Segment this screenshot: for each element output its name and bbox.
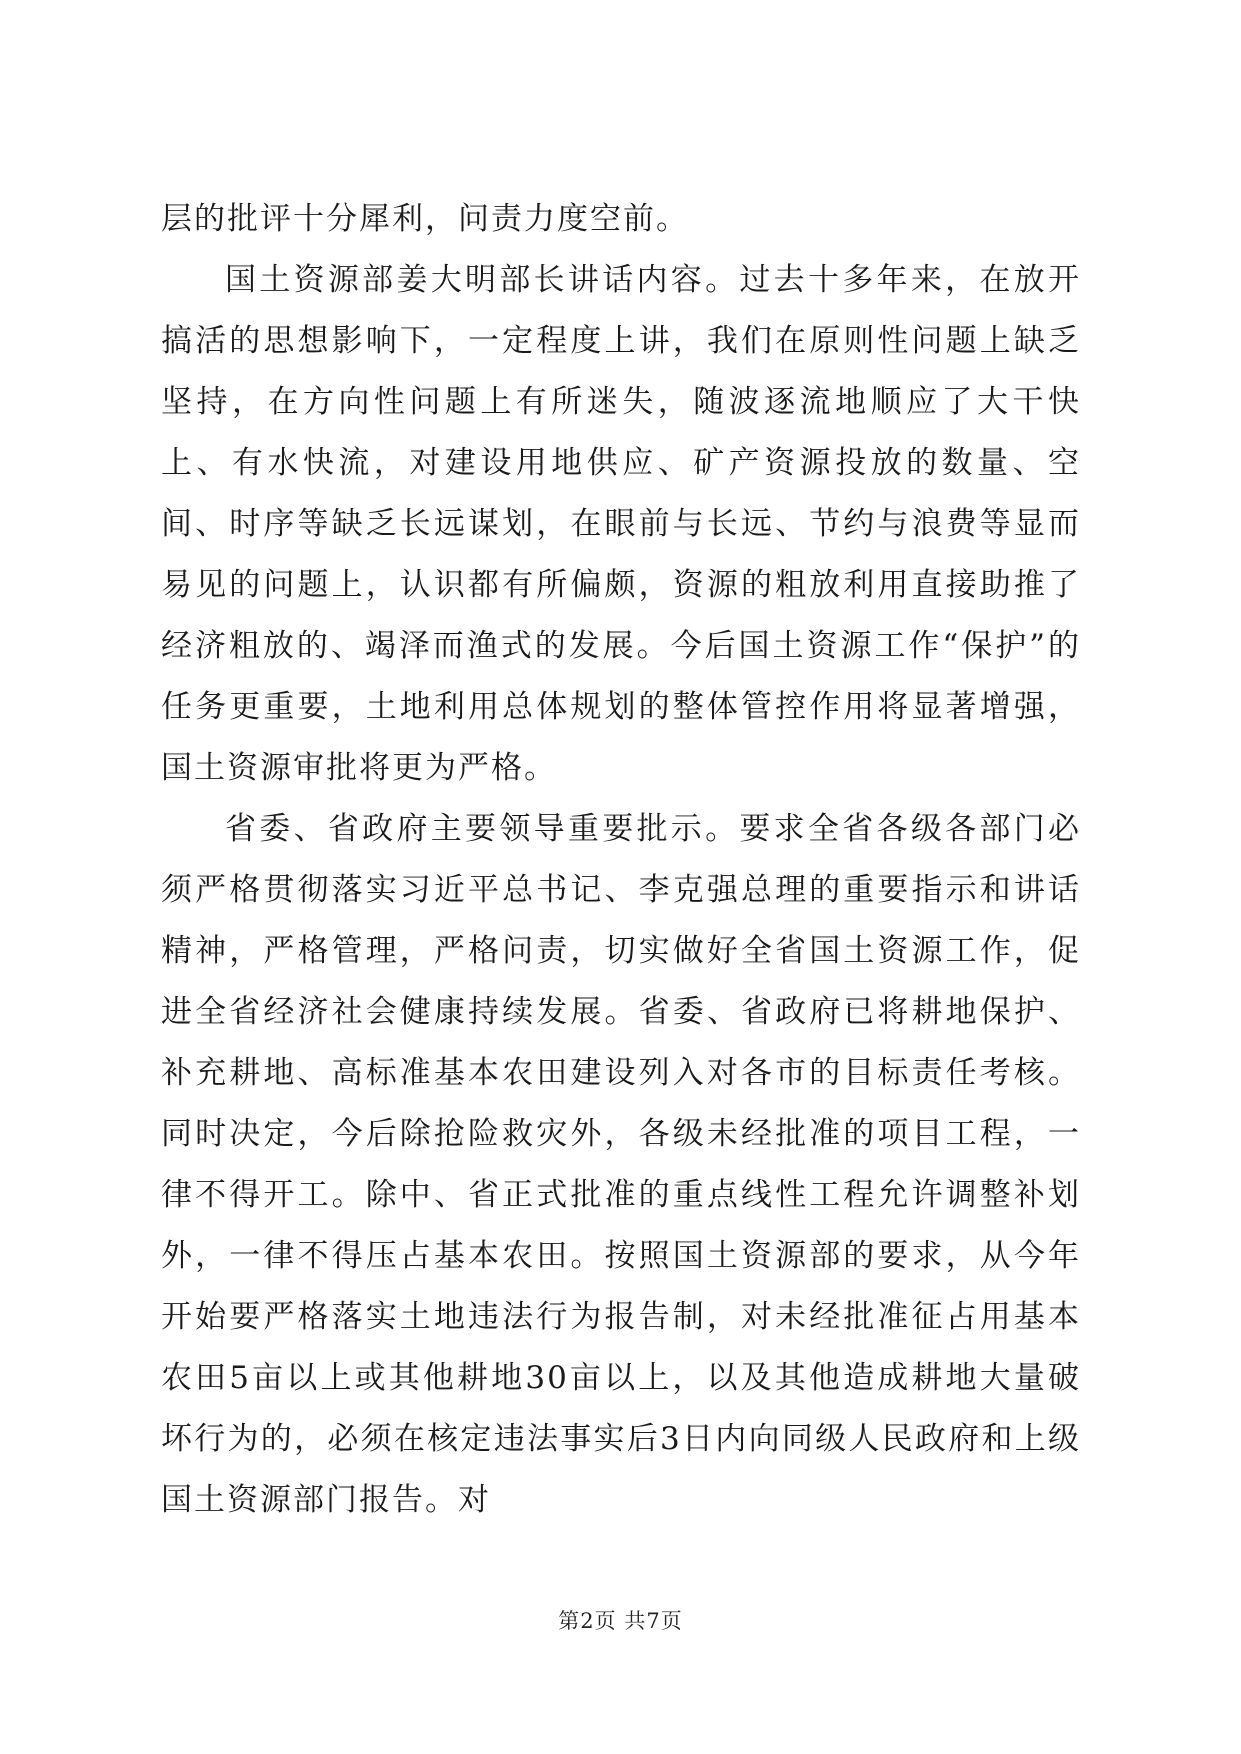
paragraph-2: 国土资源部姜大明部长讲话内容。过去十多年来，在放开搞活的思想影响下，一定程度上讲，我们在原则性问题上缺乏坚持，在方向性问题上有所迷失，随波逐流地顺应了大干快上、有水快流，对建设用地供应、矿产资源投放的数量、空间、时序等缺乏长远谋划，在眼前与长远、节约与浪费等显而易见的问题上，认识都有所偏颇，资源的粗放利用直接助推了经济粗放的、竭泽而渔式的发展。今后国土资源工作“保护”的任务更重要，土地利用总体规划的整体管控作用将显著增强，国土资源审批将更为严格。 [161, 262, 1081, 786]
paragraph-1: 层的批评十分犀利，问责力度空前。 [161, 201, 689, 237]
paragraph-3: 省委、省政府主要领导重要批示。要求全省各级各部门必须严格贯彻落实习近平总书记、李克强总理的重要指示和讲话精神，严格管理，严格问责，切实做好全省国土资源工作，促进全省经济社会健康持续发展。省委、省政府已将耕地保护、补充耕地、高标准基本农田建设列入对各市的目标责任考核。同时决定，今后除抢险救灾外，各级未经批准的项目工程，一律不得开工。除中、省正式批准的重点线性工程允许调整补划外，一律不得压占基本农田。按照国土资源部的要求，从今年开始要严格落实土地违法行为报告制，对未经批准征占用基本农田5亩以上或其他耕地30亩以上，以及其他造成耕地大量破坏行为的，必须在核定违法事实后3日内向同级人民政府和上级国土资源部门报告。对 [161, 811, 1081, 1518]
document-body [161, 189, 1081, 1531]
page-footer: 第2页 共7页 [558, 1609, 683, 1633]
